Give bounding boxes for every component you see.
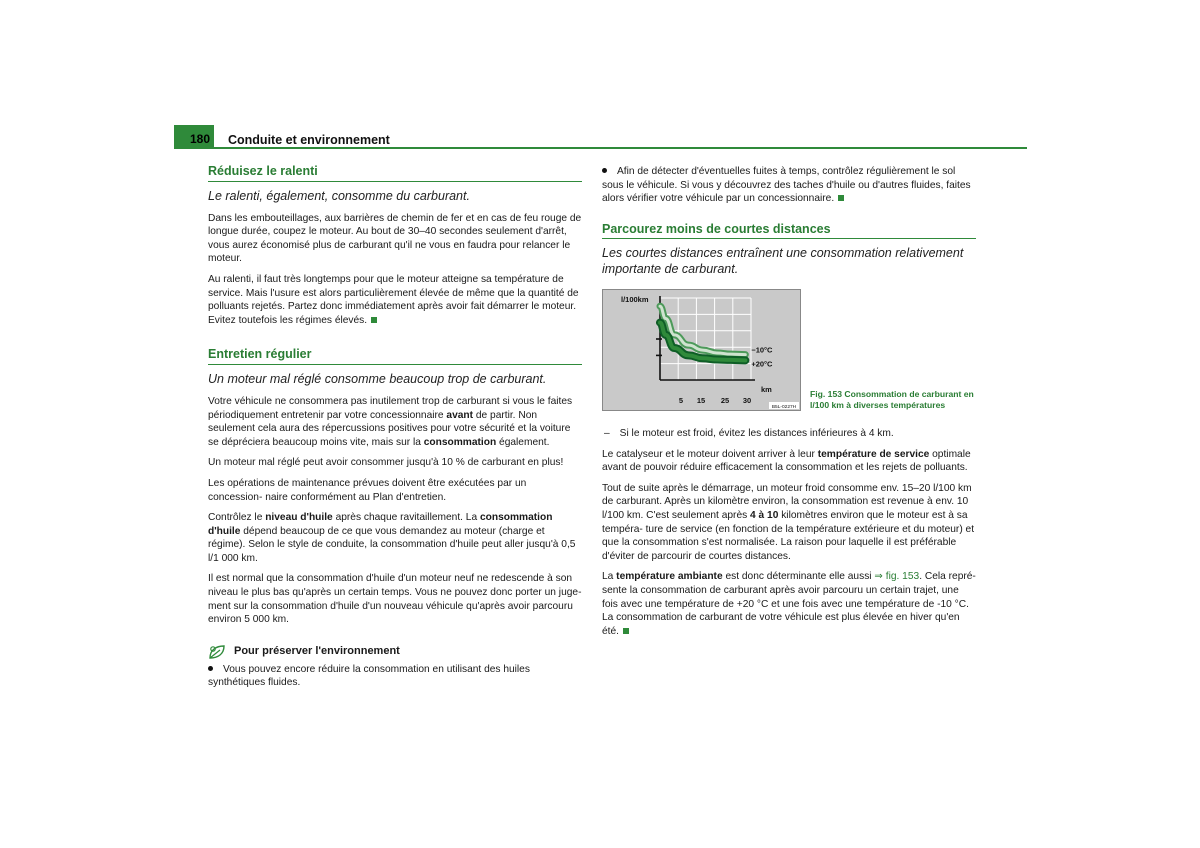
end-mark [371,317,377,323]
dash-item: – Si le moteur est froid, évitez les distances inférieures à 4 km. [604,428,894,439]
end-mark [838,195,844,201]
paragraph: La température ambiante est donc déterminante elle aussi ⇒ fig. 153. Cela repré- sente la consommation de carburant après avoir parcouru un certain trajet, une fois avec une température de +20 °C et une fois avec une température de -10 °C. La consommation de carburant de votre véhicule est plus élevée en hiver qu'en été. [602,571,976,637]
paragraph: Tout de suite après le démarrage, un moteur froid consomme env. 15–20 l/100 km de carburant. Après un kilomètre environ, la consommation est revenue à env. 10 l/100 km. C'est seulement après 4 à 10 kilomètres environ que le moteur est à sa tempéra- ture de service (en fonction de la température extérieure et du moteur) et que la consommation s'est normalisée. La raison pour laquelle il est préférable d'éviter de parcourir de courtes distances. [602,482,975,562]
page-number: 180 [174,125,214,149]
x-tick-label: 5 [678,396,684,405]
x-tick-label: 15 [696,396,706,405]
environment-note [208,644,582,660]
paragraph: Dans les embouteillages, aux barrières de chemin de fer et en cas de feu rouge de longue durée, coupez le moteur. Au bout de 30–40 secondes seulement d'arrêt, vous aurez économisé plus de carburant qu'il ne vous en faudra pour relancer le moteur. [208,212,582,265]
chapter-title: Conduite et environnement [228,133,390,147]
bullet-item: Afin de détecter d'éventuelles fuites à temps, contrôlez régulièrement le sol sous le véhicule. Si vous y découvrez des taches d'huile ou d'autres fluides, faites alors vérifier votre véhicule par un concessionnaire. [602,166,971,205]
paragraph: Contrôlez le niveau d'huile après chaque ravitaillement. La consommation d'huile dépend beaucoup de ce que vous demandez au moteur (charge et régime). Selon le style de conduite, la consommation d'huile peut aller jusqu'à 0,5 l/1 000 km. [208,512,576,564]
consumption-chart [603,290,800,410]
lead-ralenti: Le ralenti, également, consomme du carburant. [208,188,470,203]
paragraph: Les opérations de maintenance prévues doivent être exécutées par un concession- naire conformément au Plan d'entretien. [208,477,527,503]
lead-entretien: Un moteur mal réglé consomme beaucoup trop de carburant. [208,371,547,386]
x-tick-label: 25 [720,396,730,405]
figure-code: B5L-0227H [771,405,797,410]
leaf-icon [208,644,226,660]
x-tick-label: 30 [742,396,752,405]
section-title-ralenti: Réduisez le ralenti [208,165,582,182]
paragraph: Il est normal que la consommation d'huile d'un moteur neuf ne redescende à son niveau le plus bas qu'après un certain temps. Vous ne pouvez donc porter un juge- ment sur la consommation d'huile d'un nouveau véhicule qu'après avoir parcouru environ 5 000 km. [208,573,582,626]
section-title-entretien: Entretien régulier [208,348,582,365]
left-column [208,165,582,697]
paragraph: Un moteur mal réglé peut avoir consommer jusqu'à 10 % de carburant en plus! [208,457,564,469]
right-column-lower [602,427,976,645]
end-mark [623,628,629,634]
figure-link[interactable]: ⇒ fig. 153 [874,571,920,583]
bullet-item: Vous pouvez encore réduire la consommation en utilisant des huiles synthétiques fluides. [208,663,530,689]
figure-153 [602,289,801,411]
x-axis-label: km [761,385,772,394]
paragraph: Au ralenti, il faut très longtemps pour que le moteur atteigne sa température de service. Mais l'usure est alors particulièrement élevée de même que la quantité de polluants rejetés. Partez donc immédiatement après avoir fait démarrer le moteur. Evitez toutefois les régimes élevés. [208,273,579,326]
header-rule [174,147,1027,149]
series-label: +20°C [751,359,773,369]
series-label: −10°C [751,345,773,355]
lead-distances: Les courtes distances entraînent une consommation relativement importante de carburant. [602,246,964,277]
figure-caption: Fig. 153 Consommation de carburant en l/100 km à diverses températures [810,389,974,410]
environment-title: Pour préserver l'environnement [234,645,400,658]
paragraph: Le catalyseur et le moteur doivent arriver à leur température de service optimale avant de pouvoir réduire efficacement la consommation et les rejets de polluants. [602,448,971,474]
bullet-dot [208,666,213,671]
bullet-dot [602,168,607,173]
y-axis-label: l/100km [621,295,649,304]
paragraph: Votre véhicule ne consommera pas inutilement trop de carburant si vous le faites périodiquement entretenir par votre concessionnaire avant de partir. Non seulement cela aura des répercussions positives pour votre sécurité et la voiture se dépréciera beaucoup moins vite, mais sur la consommation également. [208,395,573,448]
section-title-distances: Parcourez moins de courtes distances [602,223,976,240]
right-column [602,165,976,285]
